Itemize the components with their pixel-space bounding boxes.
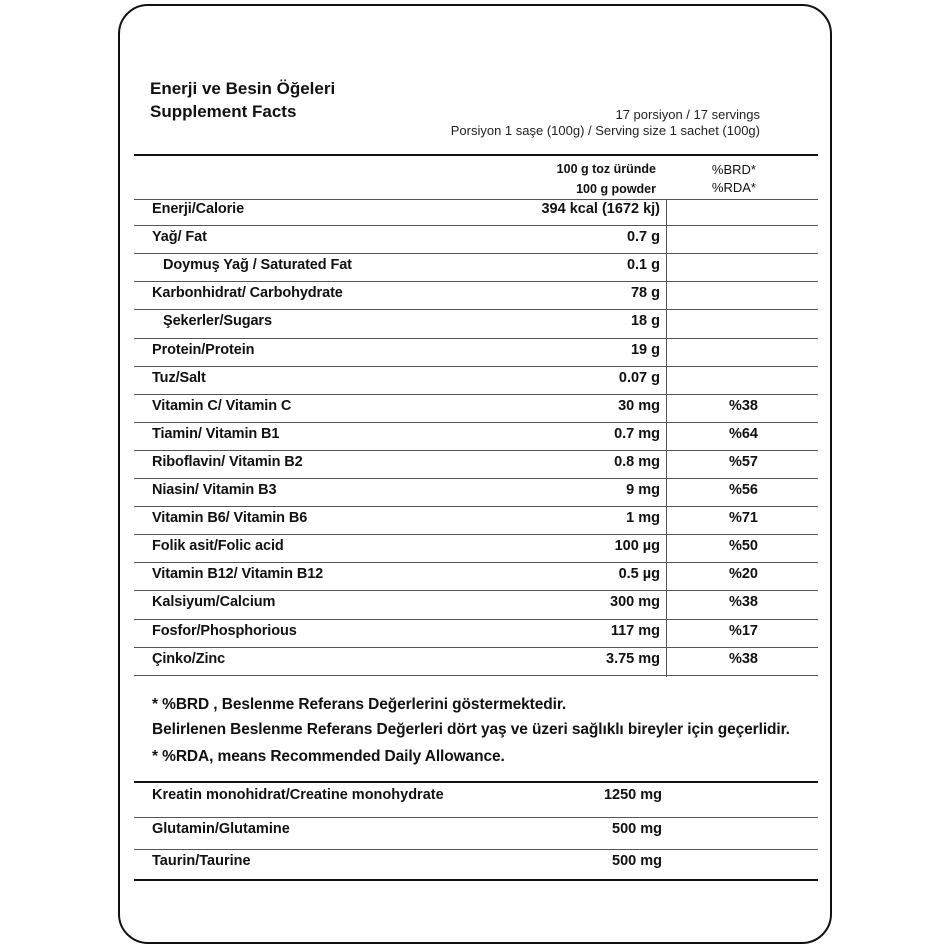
note-rda: * %RDA, means Recommended Daily Allowance. [152, 748, 505, 765]
nutrient-name: Folik asit/Folic acid [152, 538, 284, 555]
title-turkish: Enerji ve Besin Öğeleri [150, 79, 336, 98]
nutrient-amount: 78 g [630, 285, 660, 302]
nutrient-name: Şekerler/Sugars [163, 313, 272, 330]
nutrient-row [134, 197, 818, 225]
nutrient-rda-percent: %57 [728, 453, 758, 470]
amount-column-header-tr: 100 g toz üründe [556, 162, 656, 176]
nutrient-amount: 0.5 µg [618, 566, 660, 583]
nutrient-rda-percent: %17 [728, 622, 758, 639]
nutrient-row [134, 534, 818, 562]
extra-ingredient-amount: 500 mg [612, 853, 662, 869]
nutrient-amount: 0.7 mg [614, 425, 660, 442]
title-english: Supplement Facts [150, 102, 297, 121]
amount-column-header-en: 100 g powder [576, 182, 656, 196]
nutrient-amount: 18 g [630, 313, 660, 330]
nutrient-amount: 394 kcal (1672 kj) [541, 201, 660, 217]
nutrient-name: Doymuş Yağ / Saturated Fat [163, 257, 352, 274]
nutrient-name: Fosfor/Phosphorious [152, 622, 297, 639]
nutrient-name: Riboflavin/ Vitamin B2 [152, 453, 303, 470]
nutrient-row [134, 225, 818, 253]
header-divider [134, 154, 818, 156]
nutrient-amount: 30 mg [618, 397, 660, 414]
nutrient-row [134, 394, 818, 422]
extra-ingredient-name: Kreatin monohidrat/Creatine monohydrate [152, 787, 444, 803]
nutrient-name: Tuz/Salt [152, 369, 206, 386]
nutrient-amount: 1 mg [626, 510, 660, 527]
extra-ingredient-row [134, 850, 818, 882]
nutrient-amount: 117 mg [610, 622, 660, 639]
nutrient-name: Vitamin C/ Vitamin C [152, 397, 292, 414]
nutrient-rda-percent: %20 [728, 566, 758, 583]
nutrient-amount: 0.8 mg [614, 453, 660, 470]
nutrient-amount: 0.7 g [626, 229, 660, 246]
nutrient-rda-percent: %38 [728, 650, 758, 667]
nutrient-amount: 300 mg [610, 594, 660, 611]
nutrient-row [134, 478, 818, 506]
nutrient-amount: 9 mg [626, 482, 660, 498]
amount-column-divider [666, 199, 667, 677]
nutrient-row [134, 366, 818, 394]
extra-ingredient-amount: 1250 mg [603, 787, 662, 803]
nutrient-rda-percent: %71 [728, 510, 758, 527]
nutrient-name: Vitamin B12/ Vitamin B12 [152, 566, 324, 583]
nutrient-amount: 100 µg [614, 538, 660, 555]
nutrient-row [134, 253, 818, 281]
nutrient-row [134, 506, 818, 534]
nutrient-rda-percent: %56 [728, 482, 758, 498]
nutrient-name: Tiamin/ Vitamin B1 [152, 425, 280, 442]
nutrient-row [134, 450, 818, 478]
nutrient-name: Niasin/ Vitamin B3 [152, 482, 277, 498]
nutrient-row [134, 562, 818, 590]
nutrient-row [134, 422, 818, 450]
extra-ingredient-row [134, 818, 818, 850]
nutrient-row [134, 309, 818, 337]
nutrient-name: Protein/Protein [152, 341, 255, 358]
nutrient-row [134, 338, 818, 366]
note-brd: * %BRD , Beslenme Referans Değerlerini göstermektedir. [152, 696, 567, 713]
extras-top-divider [134, 781, 818, 783]
nutrient-name: Yağ/ Fat [152, 229, 207, 246]
nutrient-name: Vitamin B6/ Vitamin B6 [152, 510, 308, 527]
nutrient-amount: 0.07 g [618, 369, 660, 386]
extra-ingredient-row [134, 784, 818, 816]
nutrient-name: Çinko/Zinc [152, 650, 226, 667]
nutrient-row [134, 281, 818, 309]
nutrient-rda-percent: %50 [728, 538, 758, 555]
nutrient-row [134, 590, 818, 618]
nutrient-amount: 0.1 g [626, 257, 660, 274]
nutrient-name: Kalsiyum/Calcium [152, 594, 276, 611]
brd-column-header: %BRD* [711, 162, 756, 177]
extras-row-divider [134, 879, 818, 881]
servings-count: 17 porsiyon / 17 servings [615, 107, 760, 122]
nutrient-amount: 19 g [630, 341, 660, 358]
extra-ingredient-amount: 500 mg [612, 821, 662, 837]
extra-ingredient-name: Taurin/Taurine [152, 853, 251, 869]
note-brd-validity: Belirlenen Beslenme Referans Değerleri dört yaş ve üzeri sağlıklı bireyler için geçerlidir. [152, 721, 790, 738]
row-divider [134, 675, 818, 676]
nutrient-row [134, 619, 818, 647]
nutrient-rda-percent: %38 [728, 594, 758, 611]
nutrient-amount: 3.75 mg [606, 650, 660, 667]
nutrient-rda-percent: %64 [728, 425, 758, 442]
nutrient-row [134, 647, 818, 675]
serving-size: Porsiyon 1 saşe (100g) / Serving size 1 sachet (100g) [450, 123, 760, 138]
extra-ingredient-name: Glutamin/Glutamine [152, 821, 290, 837]
nutrient-name: Karbonhidrat/ Carbohydrate [152, 285, 343, 302]
rda-column-header: %RDA* [711, 180, 756, 195]
nutrient-name: Enerji/Calorie [152, 201, 245, 217]
nutrient-rda-percent: %38 [728, 397, 758, 414]
